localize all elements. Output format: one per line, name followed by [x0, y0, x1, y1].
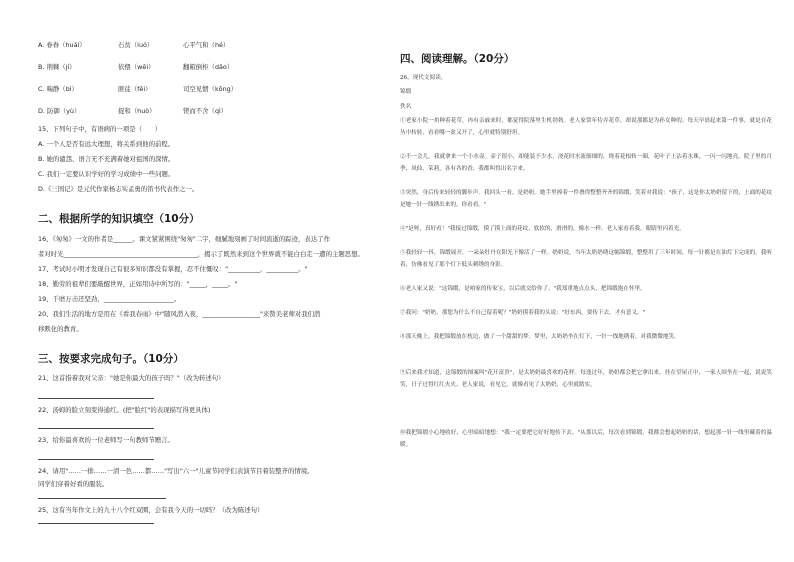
- option-a-2: 石贫（luó）: [118, 41, 154, 49]
- q26-label: 26、现代文阅读。: [400, 75, 447, 81]
- passage-title: 锦缎: [400, 89, 412, 95]
- q15-option-a: A. 一个人是否有远大理想，将关系到他的前程。: [38, 140, 175, 148]
- q23: 23、给你最喜欢的一位老师写一句教师节赠言。: [38, 436, 174, 444]
- q16-line-1: 16、《匆匆》一文的作者是______。课文紧紧围绕"匆匆"二字，细腻地刻画了时间流逝的踪迹，表达了作: [38, 235, 330, 243]
- q16-line-2: 者对时光__________________________________________，揭示了既然来到这个世界就不能白白走一遭的主题思想。: [38, 250, 364, 258]
- option-d-2: 捉和（huò）: [118, 107, 156, 115]
- passage-author: 佚名: [400, 104, 412, 110]
- passage-paragraph-7: ⑦我问："奶奶，那您为什么不自己留着呢？"奶奶摸着我的头说："好东西，要传下去，才有意义。": [400, 310, 646, 316]
- passage-paragraph-2: ②不一会儿，我就拿来一个小水壶。壶子很小，却能装不少水，浇花时水流细细的，绕着花根转一圈，花叶子上沾着水珠，一闪一闪地亮。院子里的月季、凤仙、茉莉，各有各的香，我都叫得出名字来。: [400, 154, 772, 173]
- q23-answer-line[interactable]: [38, 459, 154, 460]
- passage-paragraph-10: ⑩我把锦缎小心地收好，心里暗暗地想："我一定要把它好好地传下去。"从那以后，每次看到锦缎，我都会想起奶奶的话，想起那一针一线里藏着的温暖。: [400, 430, 772, 449]
- q24-line-2: 同学们穿着好看的服装。: [38, 480, 109, 488]
- passage-paragraph-3: ③突然，身后传来轻轻的脚步声。我回头一看，是奶奶。她手里捧着一件叠得整整齐齐的锦缎，笑着对我说："孩子，这是你太奶奶留下的，上面的花纹是她一针一线绣出来的，你看看。": [400, 190, 772, 209]
- q20-line-1: 20、我们生活的地方是用在《看我春雨》中"随风潜入夜，__________________"来赞美老师对我们潜: [38, 310, 321, 318]
- q24-line-1: 24、请用"……一排……一清一色……都……"写出"六一"儿童节同学们表演节目着装整齐的情境。: [38, 467, 314, 475]
- passage-paragraph-9: ⑨后来我才知道，这锦缎的图案叫"花开富贵"，是太奶奶最喜欢的花样。每逢过年，奶奶都会把它拿出来，挂在堂屋正中，一家人围坐在一起，说说笑笑，日子过得红红火火。老人家说，看见它，就像看见了太奶奶，心里就踏实。: [400, 370, 772, 389]
- q15-stem: 15、下列句子中，有语病的一项是（ ）: [38, 125, 162, 133]
- q15-option-c: C. 我们一定要认识学好的学习成绩中一些问题。: [38, 170, 175, 178]
- q15-option-b: B. 她的谴怨、语言无不充满着她对祖国的深情。: [38, 155, 175, 163]
- option-b-3: 翻箱倒柜（dǎo）: [183, 63, 234, 71]
- section-3-title: 三、按要求完成句子。（10分）: [38, 353, 184, 365]
- option-b-1: B. 荆棘（jí）: [38, 63, 76, 71]
- option-c-1: C. 喘静（bì）: [38, 85, 78, 93]
- q21-answer-line[interactable]: [38, 398, 154, 399]
- passage-paragraph-4: ④"是呀，真好看！"我接过锦缎，摸了摸上面的花纹，软软的，滑滑的，像水一样。老人家看着我，眼睛里闪着光。: [400, 226, 685, 232]
- option-b-2: 依偎（wēi）: [118, 63, 155, 71]
- option-d-3: 锲而不舍（qì）: [183, 107, 228, 115]
- option-a-3: 心平气和（hé）: [183, 41, 230, 49]
- q24-answer-line[interactable]: [38, 498, 166, 499]
- q19: 19、千磨万击还坚劲，______________________。: [38, 295, 181, 303]
- passage-paragraph-8: ⑧那天晚上，我把锦缎放在枕边，做了一个甜甜的梦。梦里，太奶奶坐在灯下，一针一线地绣着，对我微微地笑。: [400, 334, 680, 340]
- passage-paragraph-5: ⑤我轻轻一抖，锦缎展开，一朵朵牡丹在阳光下像活了一样。奶奶说，当年太奶奶绣这幅锦缎，整整用了三年时间，每一针都是在油灯下完成的。我听着，仿佛看见了那个灯下低头刺绣的身影。: [400, 250, 772, 269]
- q21: 21、这首指着我对父亲："她是你最大的孩子吗？"（改为转述句）: [38, 374, 225, 382]
- q20-line-2: 移默化的教育。: [38, 325, 83, 333]
- q25: 25、这有当年作文上的九十八个红双圈，会有我今天的一切吗？（改为陈述句）: [38, 506, 264, 514]
- section-4-title: 四、阅读理解。（20分）: [400, 53, 515, 65]
- option-a-1: A. 眷眷（huái）: [38, 41, 86, 49]
- q15-option-d: D.《三国记》是元代作家杨志实孟勇的笛书代表作之一。: [38, 185, 199, 193]
- q25-answer-line[interactable]: [38, 523, 154, 524]
- option-c-3: 司空见惯（kōng）: [183, 85, 238, 93]
- q18: 18、勤劳的祖辈们要敲醒世界，正如用诗中所写的："_____，_____。": [38, 280, 238, 288]
- q22: 22、汤姆的脸立刻变得通红。(把"脸红"的表现描写得更具体): [38, 406, 211, 414]
- option-d-1: D. 防御（yù）: [38, 107, 81, 115]
- passage-paragraph-6: ⑥老人家又说："这锦缎，是咱家的传家宝，以后就交给你了。"我郑重地点点头，把锦缎抱在怀里。: [400, 286, 646, 292]
- option-c-2: 匪徒（fěi）: [118, 85, 152, 93]
- q17: 17、考试时小明才发现自己有很多知识都没有掌握，忍不住慨叹："__________，__________。": [38, 265, 308, 273]
- section-2-title: 二、根据所学的知识填空（10分）: [38, 213, 200, 225]
- q22-answer-line[interactable]: [38, 428, 154, 429]
- passage-paragraph-1: ①老家小院一角种着花草，冉有亲戚来时，都觉得院落里生机勃勃。老人家常年侍弄花草，却说那都是为孙女种的。每天早晨起来第一件事，就是在花丛中转转，看看哪一盆又开了，心里就特别舒坦。: [400, 118, 772, 137]
